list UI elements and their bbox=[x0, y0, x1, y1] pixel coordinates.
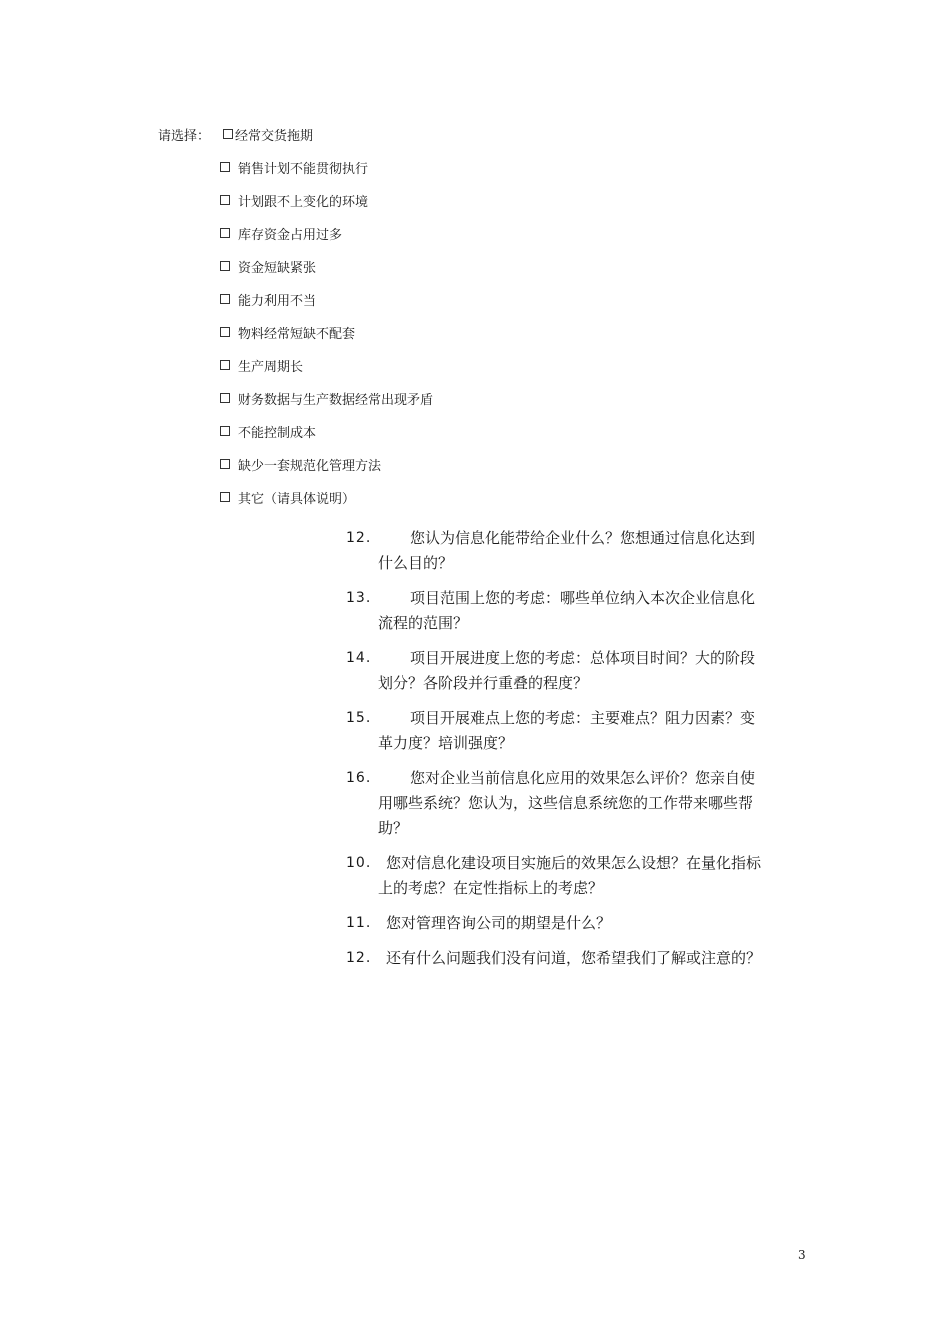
option-item[interactable] bbox=[220, 458, 433, 491]
question-text: 您对企业当前信息化应用的效果怎么评价？您亲自使 bbox=[410, 769, 756, 787]
question-text-continued: 流程的范围？ bbox=[378, 614, 469, 632]
question-text-continued: 什么目的？ bbox=[378, 554, 454, 572]
option-label: 资金短缺紧张 bbox=[238, 261, 317, 276]
checkbox-icon[interactable] bbox=[220, 228, 230, 238]
question-text: 项目开展进度上您的考虑：总体项目时间？大的阶段 bbox=[410, 649, 756, 667]
question-text-continued: 用哪些系统？您认为，这些信息系统您的工作带来哪些帮 bbox=[378, 794, 754, 812]
option-item[interactable] bbox=[220, 326, 433, 359]
checkbox-icon[interactable] bbox=[220, 294, 230, 304]
question-number: 11. bbox=[346, 915, 372, 931]
checkbox-icon[interactable] bbox=[220, 459, 230, 469]
question-number: 13. bbox=[346, 590, 372, 606]
question-text: 您对信息化建设项目实施后的效果怎么设想？在量化指标 bbox=[386, 854, 762, 872]
checkbox-icon[interactable] bbox=[220, 393, 230, 403]
question-item bbox=[346, 586, 816, 636]
option-label: 计划跟不上变化的环境 bbox=[238, 195, 369, 210]
option-label: 物料经常短缺不配套 bbox=[238, 327, 356, 342]
question-text: 还有什么问题我们没有问道，您希望我们了解或注意的？ bbox=[386, 949, 762, 967]
option-item[interactable] bbox=[220, 194, 433, 227]
question-text-continued: 革力度？培训强度？ bbox=[378, 734, 514, 752]
option-label: 能力利用不当 bbox=[238, 294, 317, 309]
question-item bbox=[346, 911, 816, 936]
question-item bbox=[346, 766, 816, 841]
option-label: 生产周期长 bbox=[238, 360, 304, 375]
question-item bbox=[346, 946, 816, 971]
selection-prompt bbox=[158, 128, 313, 146]
checkbox-icon[interactable] bbox=[220, 492, 230, 502]
option-item[interactable] bbox=[220, 491, 433, 524]
question-number: 10. bbox=[346, 855, 372, 871]
checkbox-icon[interactable] bbox=[220, 261, 230, 271]
question-list bbox=[346, 526, 816, 981]
page-number: 3 bbox=[798, 1248, 806, 1262]
checkbox-icon[interactable] bbox=[220, 195, 230, 205]
question-text: 项目范围上您的考虑：哪些单位纳入本次企业信息化 bbox=[410, 589, 756, 607]
option-label: 不能控制成本 bbox=[238, 426, 317, 441]
option-item[interactable] bbox=[220, 260, 433, 293]
option-label: 经常交货拖期 bbox=[235, 129, 314, 144]
option-label: 其它（请具体说明） bbox=[238, 492, 356, 507]
selection-label: 请选择： bbox=[158, 129, 211, 144]
option-item[interactable] bbox=[220, 293, 433, 326]
question-text: 您对管理咨询公司的期望是什么？ bbox=[386, 914, 612, 932]
question-item bbox=[346, 706, 816, 756]
option-label: 缺少一套规范化管理方法 bbox=[238, 459, 382, 474]
option-label: 销售计划不能贯彻执行 bbox=[238, 162, 369, 177]
question-text-continued: 上的考虑？在定性指标上的考虑？ bbox=[378, 879, 604, 897]
checkbox-icon[interactable] bbox=[220, 426, 230, 436]
question-text: 项目开展难点上您的考虑：主要难点？阻力因素？变 bbox=[410, 709, 756, 727]
option-item[interactable] bbox=[220, 359, 433, 392]
option-label: 财务数据与生产数据经常出现矛盾 bbox=[238, 393, 434, 408]
question-text-continued: 划分？各阶段并行重叠的程度？ bbox=[378, 674, 589, 692]
checkbox-icon[interactable] bbox=[220, 360, 230, 370]
question-item bbox=[346, 646, 816, 696]
question-number: 12. bbox=[346, 950, 372, 966]
question-number: 15. bbox=[346, 710, 372, 726]
question-item bbox=[346, 526, 816, 576]
option-item[interactable] bbox=[220, 161, 433, 194]
option-item[interactable] bbox=[220, 425, 433, 458]
option-item[interactable] bbox=[220, 227, 433, 260]
question-text-continued: 助？ bbox=[378, 819, 409, 837]
option-label: 库存资金占用过多 bbox=[238, 228, 343, 243]
question-item bbox=[346, 851, 816, 901]
question-number: 14. bbox=[346, 650, 372, 666]
checkbox-icon[interactable] bbox=[223, 129, 233, 139]
option-item[interactable] bbox=[223, 129, 313, 144]
question-text: 您认为信息化能带给企业什么？您想通过信息化达到 bbox=[410, 529, 756, 547]
option-item[interactable] bbox=[220, 392, 433, 425]
checkbox-icon[interactable] bbox=[220, 162, 230, 172]
option-list bbox=[220, 161, 433, 524]
checkbox-icon[interactable] bbox=[220, 327, 230, 337]
question-number: 16. bbox=[346, 770, 372, 786]
question-number: 12. bbox=[346, 530, 372, 546]
